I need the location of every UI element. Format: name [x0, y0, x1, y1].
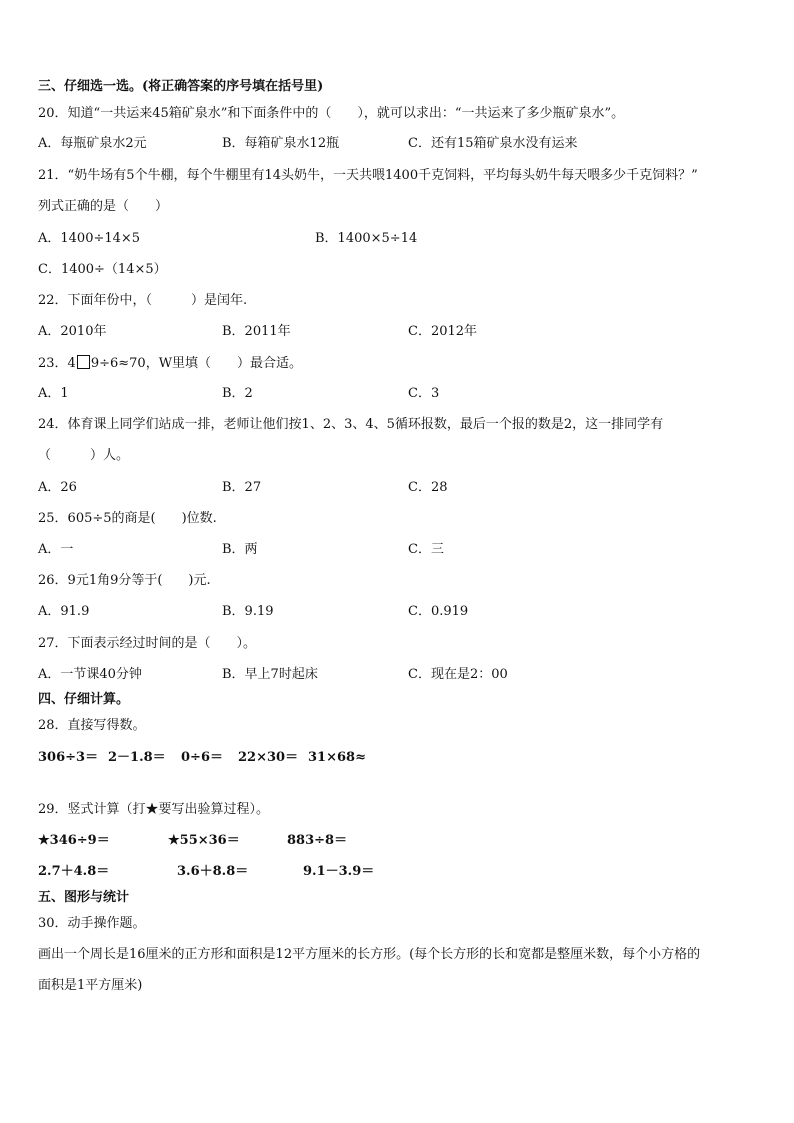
option-c: C．现在是2：00: [408, 667, 508, 682]
stem-suffix: 9÷6≈70，W里填（ ）最合适。: [90, 356, 303, 371]
option-b: B．2011年: [222, 324, 291, 339]
question-stem: 21．“奶牛场有5个牛棚，每个牛棚里有14头奶牛，一天共喂1400千克饲料，平均每头奶牛每天喂多少千克饲料？”: [38, 168, 698, 183]
calc-item: 306÷3＝: [38, 750, 99, 765]
calc-item: 9.1－3.9＝: [303, 864, 375, 879]
question-stem: 22．下面年份中，（ ）是闰年.: [38, 293, 248, 308]
calc-item: ★55×36＝: [168, 833, 240, 848]
calc-item: 3.6＋8.8＝: [177, 864, 249, 879]
option-b: B．2: [222, 386, 253, 401]
section-5-title: 五、图形与统计: [38, 890, 130, 905]
option-b: B．1400×5÷14: [315, 231, 418, 246]
question-stem: 30．动手操作题。: [38, 916, 146, 931]
question-stem: 24．体育课上同学们站成一排，老师让他们按1、2、3、4、5循环报数，最后一个报的数是2，这一排同学有: [38, 417, 664, 432]
option-c: C．三: [408, 542, 444, 557]
calc-item: 2.7＋4.8＝: [38, 864, 110, 879]
question-stem: 28．直接写得数。: [38, 718, 146, 733]
option-b: B．27: [222, 480, 262, 495]
question-stem: [38, 355, 302, 372]
stem-prefix: 23．4: [38, 356, 76, 371]
option-a: A．每瓶矿泉水2元: [38, 136, 147, 151]
option-c: C．还有15箱矿泉水没有运来: [408, 136, 578, 151]
section-3-title: 三、仔细选一选。(将正确答案的序号填在括号里): [38, 79, 324, 94]
calc-item: 22×30＝: [238, 750, 299, 765]
option-c: C．0.919: [408, 604, 469, 619]
option-a: A．一: [38, 542, 74, 557]
calc-item: 2－1.8＝: [108, 750, 166, 765]
option-c: C．28: [408, 480, 448, 495]
question-stem: 29．竖式计算（打★要写出验算过程）。: [38, 802, 270, 817]
question-stem: 20．知道“一共运来45箱矿泉水”和下面条件中的（ ），就可以求出：“一共运来了多少瓶矿泉水”。: [38, 106, 625, 121]
option-b: B．每箱矿泉水12瓶: [222, 136, 340, 151]
question-stem: 25．605÷5的商是( )位数.: [38, 511, 217, 526]
question-stem-continued: 列式正确的是（ ）: [38, 199, 169, 214]
option-a: A．2010年: [38, 324, 107, 339]
blank-box: [77, 355, 90, 369]
option-a: A．91.9: [38, 604, 90, 619]
question-stem-continued: （ ）人。: [38, 448, 130, 463]
option-a: A．1: [38, 386, 69, 401]
option-b: B．两: [222, 542, 258, 557]
question-stem: 26．9元1角9分等于( )元.: [38, 573, 211, 588]
option-c: C．1400÷（14×5）: [38, 262, 167, 277]
option-a: A．26: [38, 480, 77, 495]
section-4-title: 四、仔细计算。: [38, 692, 130, 707]
option-b: B．9.19: [222, 604, 274, 619]
question-body-continued: 面积是1平方厘米): [38, 978, 143, 993]
calc-item: 0÷6＝: [181, 750, 223, 765]
question-stem: 27．下面表示经过时间的是（ ）。: [38, 636, 257, 651]
question-body: 画出一个周长是16厘米的正方形和面积是12平方厘米的长方形。(每个长方形的长和宽都是整厘米数，每个小方格的: [38, 947, 701, 962]
option-b: B．早上7时起床: [222, 667, 318, 682]
calc-item: ★346÷9＝: [38, 833, 110, 848]
option-c: C．2012年: [408, 324, 478, 339]
calc-item: 883÷8＝: [287, 833, 348, 848]
option-a: A．1400÷14×5: [38, 231, 141, 246]
option-a: A．一节课40分钟: [38, 667, 142, 682]
option-c: C．3: [408, 386, 440, 401]
calc-item: 31×68≈: [308, 750, 366, 765]
